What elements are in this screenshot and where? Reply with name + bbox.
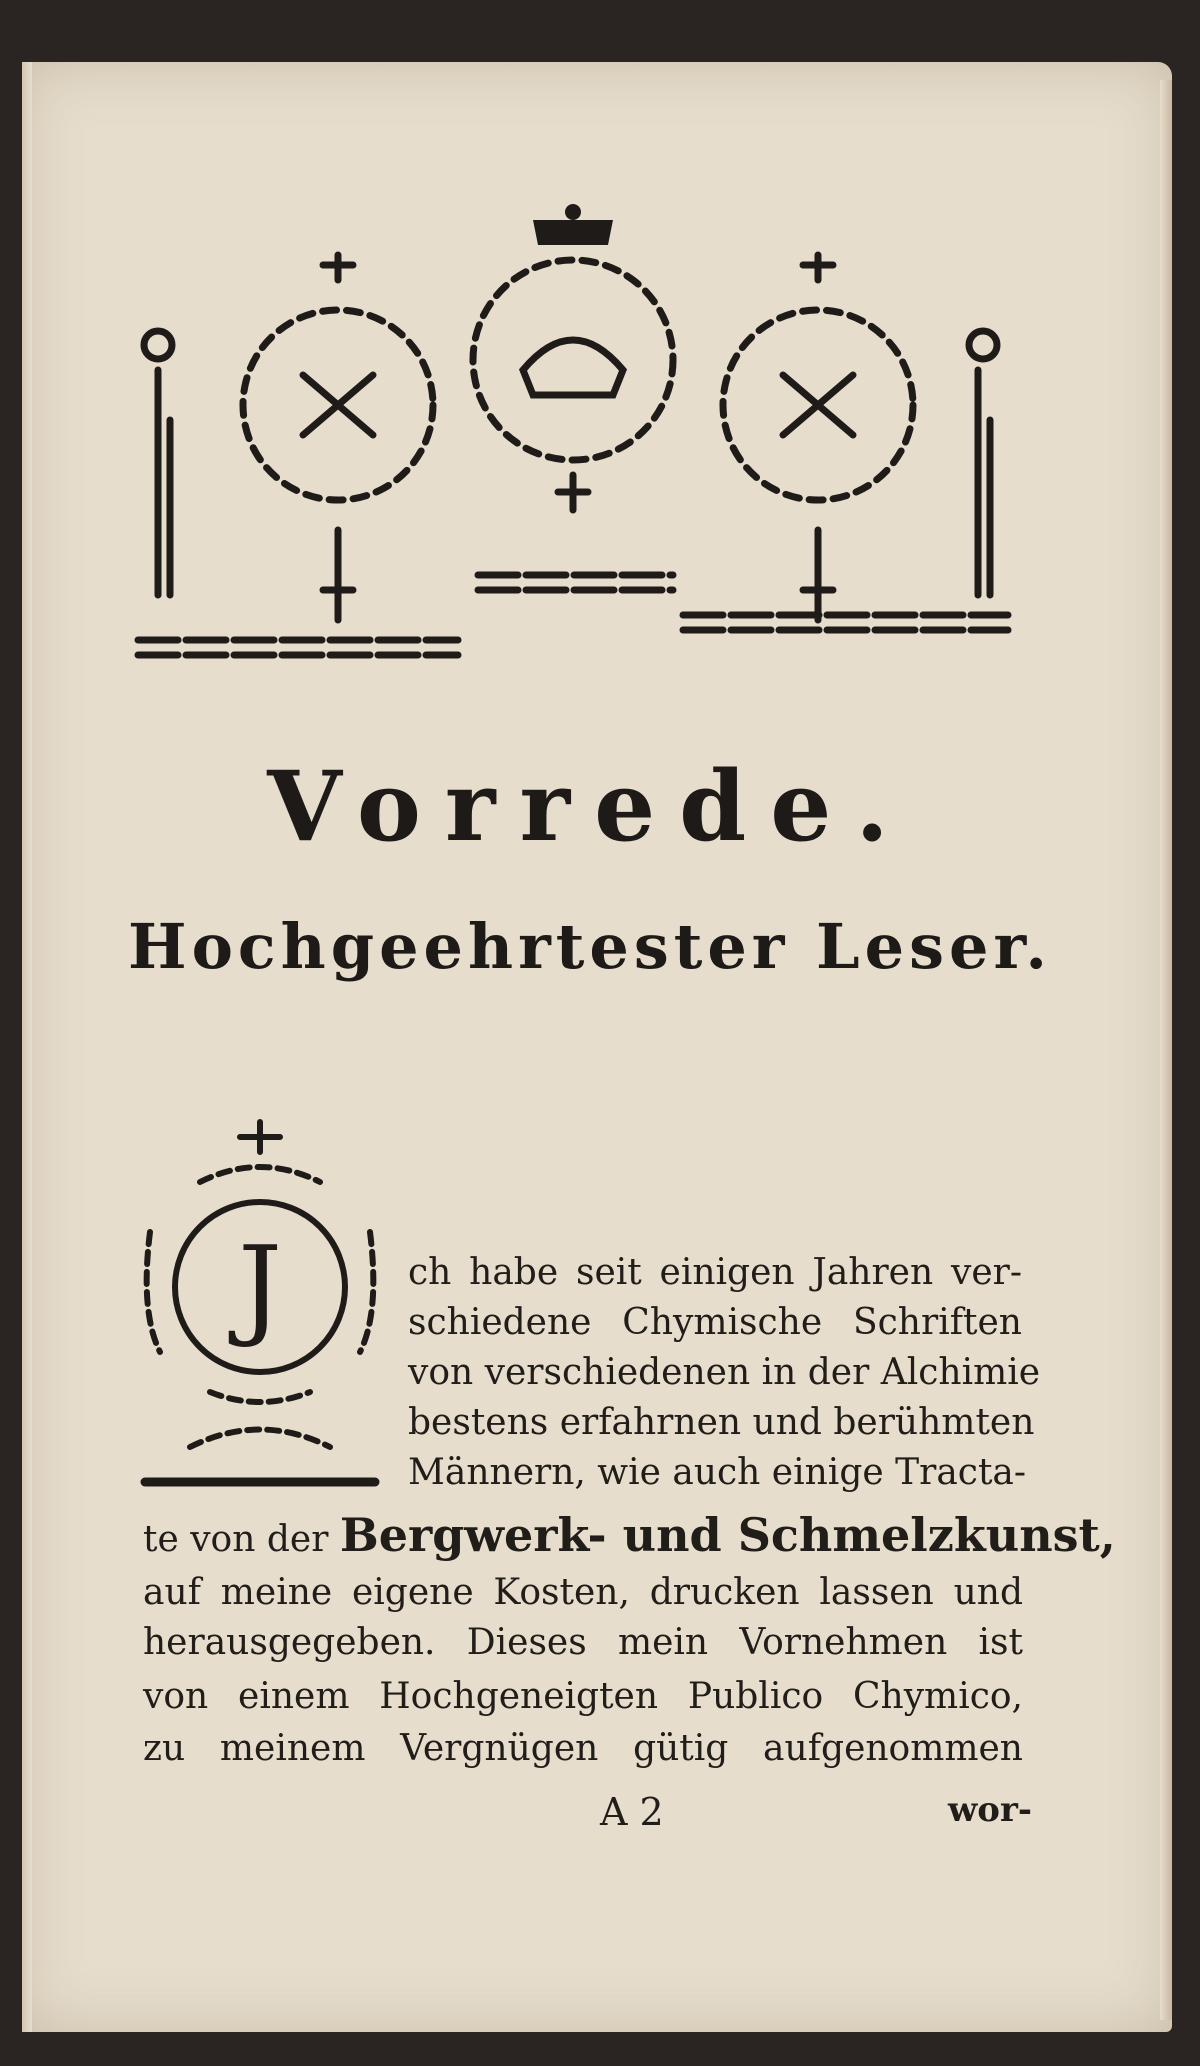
center-wreath [473,260,673,510]
initial-ornament [140,1112,380,1492]
text-line-7: auf meine eigene Kosten, drucken lassen und [143,1572,1023,1613]
text-line-6: te von der Bergwerk- und Schmelzkunst, [143,1508,1116,1562]
page-title: Vorrede. [267,750,913,863]
page-subtitle: Hochgeehrtester Leser. [127,910,1053,983]
catchword: wor- [948,1790,1032,1830]
text-line-2: schiedene Chymische Schriften [408,1302,1022,1343]
emphasis-text: Bergwerk- und Schmelzkunst, [339,1508,1116,1562]
right-wreath [723,255,913,620]
signature-mark: A 2 [600,1790,664,1834]
crown-icon [533,220,613,245]
left-wreath [243,255,433,620]
page-fore-edge [1160,80,1172,2020]
text-line-1: ch habe seit einigen Jahren ver- [408,1252,1022,1293]
text-line-4: bestens erfahrnen und berühmten [408,1402,1035,1443]
left-pillar [158,370,170,595]
left-finial [144,331,172,359]
text-line-10: zu meinem Vergnügen gütig aufgenommen [143,1728,1023,1769]
headpiece-ornament [128,200,1018,670]
text-line-5: Männern, wie auch einige Tracta- [408,1452,1027,1493]
initial-letter: J [237,1222,283,1350]
page-gutter [22,62,32,2032]
text-line-3: von verschiedenen in der Alchimie [408,1352,1041,1393]
text-line-8: herausgegeben. Dieses mein Vornehmen ist [143,1622,1023,1663]
right-finial [969,331,997,359]
text-line-9: von einem Hochgeneigten Publico Chymico, [143,1676,1023,1717]
right-pillar [978,370,990,595]
